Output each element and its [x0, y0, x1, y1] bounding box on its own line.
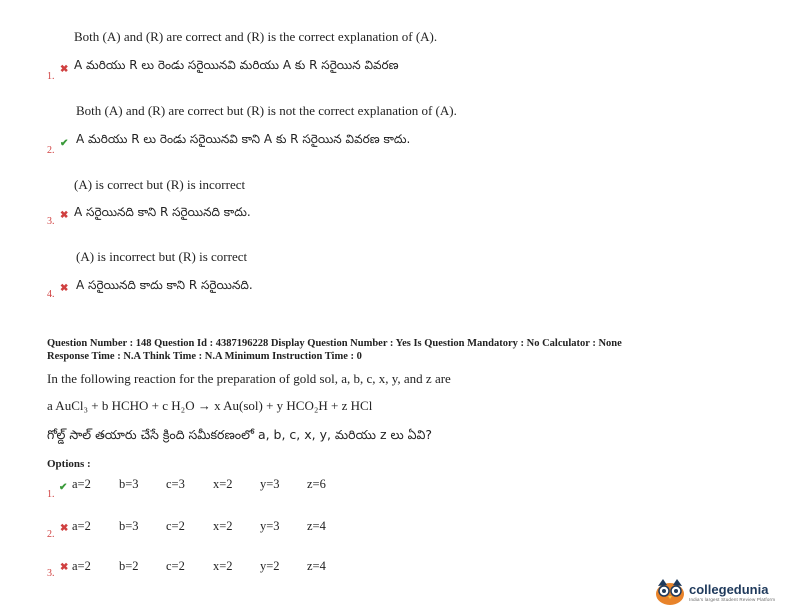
value-x: x=2: [213, 477, 233, 491]
logo-tagline: India's largest Student Review Platform: [689, 597, 776, 602]
cross-icon: ✖: [60, 523, 69, 534]
option-telugu: A మరియు R లు రెండు సరైయినవి కాని A కు R సరైయిన వివరణ కాదు.: [76, 132, 411, 146]
question-stem: In the following reaction for the preparation of gold sol, a, b, c, x, y, and z are: [47, 371, 451, 386]
cross-icon: ✖: [60, 210, 69, 221]
option-english: (A) is correct but (R) is incorrect: [74, 177, 246, 192]
value-b: b=3: [119, 477, 139, 491]
owl-mascot-icon: [653, 576, 687, 606]
options-label: Options :: [47, 458, 91, 470]
option-number: 1.: [47, 71, 55, 82]
value-x: x=2: [213, 559, 233, 573]
logo-text: collegedunia: [689, 582, 769, 597]
question-telugu: గోల్డ్ సాల్ తయారు చేసే క్రింది సమీకరణంలో a, b, c, x, y, మరియు z లు ఏవి?: [47, 427, 433, 442]
cross-icon: ✖: [60, 64, 69, 75]
option-number: 3.: [47, 568, 55, 579]
value-y: y=3: [260, 477, 280, 491]
check-icon: ✔: [60, 138, 69, 149]
question-equation: a AuCl₃ + b HCHO + c H₂O → x Au(sol) + y HCO₂H + z HCl: [47, 398, 373, 413]
value-b: b=2: [119, 559, 139, 573]
question-meta: Question Number : 148 Question Id : 4387196228 Display Question Number : Yes Is Question Mandatory : No Calculator : None: [47, 338, 622, 349]
option-number: 2.: [47, 145, 55, 156]
option-number: 2.: [47, 529, 55, 540]
option-english: Both (A) and (R) are correct and (R) is the correct explanation of (A).: [74, 29, 438, 44]
cross-icon: ✖: [60, 562, 69, 573]
value-b: b=3: [119, 519, 139, 533]
value-y: y=2: [260, 559, 280, 573]
value-c: c=2: [166, 519, 185, 533]
question-timing: Response Time : N.A Think Time : N.A Minimum Instruction Time : 0: [47, 351, 362, 362]
value-c: c=2: [166, 559, 185, 573]
option-telugu: A సరైయినది కాని R సరైయినది కాదు.: [74, 205, 251, 219]
option-values: [72, 519, 354, 534]
value-y: y=3: [260, 519, 280, 533]
value-a: a=2: [72, 519, 91, 533]
value-a: a=2: [72, 559, 91, 573]
cross-icon: ✖: [60, 283, 69, 294]
option-number: 3.: [47, 216, 55, 227]
value-z: z=4: [307, 559, 326, 573]
value-z: z=6: [307, 477, 326, 491]
value-a: a=2: [72, 477, 91, 491]
option-telugu: A సరైయినది కాదు కాని R సరైయినది.: [76, 278, 253, 292]
option-number: 4.: [47, 289, 55, 300]
value-c: c=3: [166, 477, 185, 491]
option-telugu: A మరియు R లు రెండు సరైయినవి మరియు A కు R సరైయిన వివరణ: [74, 58, 399, 72]
option-english: (A) is incorrect but (R) is correct: [76, 249, 248, 264]
option-values: [72, 477, 354, 492]
option-number: 1.: [47, 489, 55, 500]
option-values: [72, 559, 354, 574]
option-english: Both (A) and (R) are correct but (R) is not the correct explanation of (A).: [76, 103, 457, 118]
value-z: z=4: [307, 519, 326, 533]
value-x: x=2: [213, 519, 233, 533]
collegedunia-logo: [653, 576, 789, 608]
check-icon: ✔: [59, 482, 68, 493]
